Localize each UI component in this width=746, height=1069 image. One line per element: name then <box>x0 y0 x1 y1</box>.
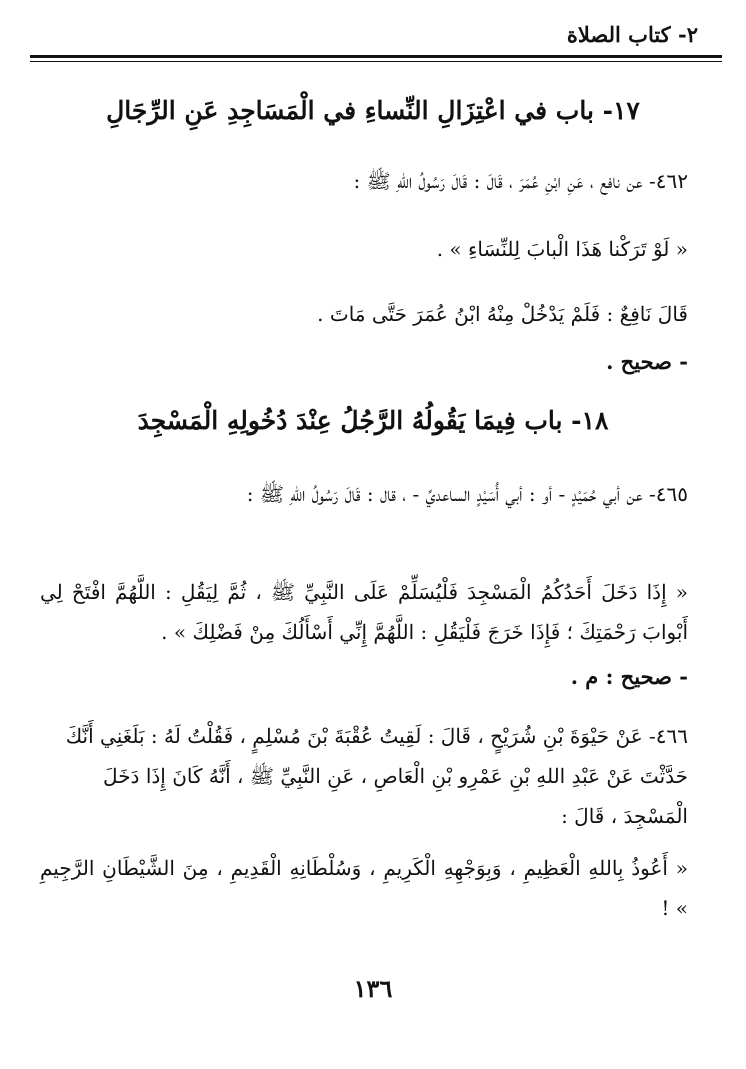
header-rule-thin <box>30 61 722 62</box>
running-header: ٢- كتاب الصلاة <box>566 22 698 47</box>
hadith-466-quote: « أَعُوذُ بِاللهِ الْعَظِيمِ ، وَبِوَجْهِهِ الْكَرِيمِ ، وَسُلْطَانِهِ الْقَدِيمِ ، مِنَ الشَّيْطَانِ الرَّجِيمِ » ! <box>40 856 689 920</box>
hadith-462-grade: - صحيح . <box>606 349 688 374</box>
hadith-465-grade: - صحيح : م . <box>570 664 688 689</box>
chapter-title-17: ١٧- باب في اعْتِزَالِ النِّساءِ في الْمَسَاجِدِ عَنِ الرِّجَالِ <box>106 96 640 125</box>
hadith-465-intro: ٤٦٥- عن أبي حُمَيْدٍ - أو : أبي أُسَيْدٍ الساعديِّ - ، قال : قَالَ رَسُولُ اللهِ ﷺ : <box>246 482 688 506</box>
hadith-462-quote: « لَوْ تَرَكْنا هَذَا الْبابَ لِلنِّسَاءِ » . <box>436 237 688 261</box>
hadith-462-note: قَالَ نَافِعٌ : فَلَمْ يَدْخُلْ مِنْهُ ابْنُ عُمَرَ حَتَّى مَاتَ . <box>317 302 688 326</box>
hadith-466-intro: ٤٦٦- عَنْ حَيْوَةَ بْنِ شُرَيْحٍ ، قَالَ : لَقِيتُ عُقْبَةَ بْنَ مُسْلِمٍ ، فَقُلْتُ لَهُ : بَلَغَنِي أَنَّكَ حَدَّثْتَ عَنْ عَبْدِ اللهِ بْنِ عَمْرِو بْنِ الْعَاصِ ، عَنِ النَّبِيِّ ﷺ ، أَنَّهُ كَانَ إِذَا دَخَلَ الْمَسْجِدَ ، قَالَ : <box>65 724 688 828</box>
hadith-465-quote: « إِذَا دَخَلَ أَحَدُكُمُ الْمَسْجِدَ فَلْيُسَلِّمْ عَلَى النَّبِيِّ ﷺ ، ثُمَّ لِيَقُلِ : اللَّهُمَّ افْتَحْ لِي أَبْوابَ رَحْمَتِكَ ؛ فَإِذَا خَرَجَ فَلْيَقُلِ : اللَّهُمَّ إِنِّي أَسْأَلُكَ مِنْ فَضْلِكَ » . <box>40 580 688 644</box>
hadith-462-intro: ٤٦٢- عن نافع ، عَنِ ابْنِ عُمَرَ ، قَالَ : قَالَ رَسُولُ اللهِ ﷺ : <box>353 169 688 193</box>
chapter-title-18: ١٨- باب فِيمَا يَقُولُهُ الرَّجُلُ عِنْدَ دُخُولِهِ الْمَسْجِدَ <box>137 406 609 435</box>
header-rule-thick <box>30 55 722 58</box>
page-number: ١٣٦ <box>353 974 393 1003</box>
